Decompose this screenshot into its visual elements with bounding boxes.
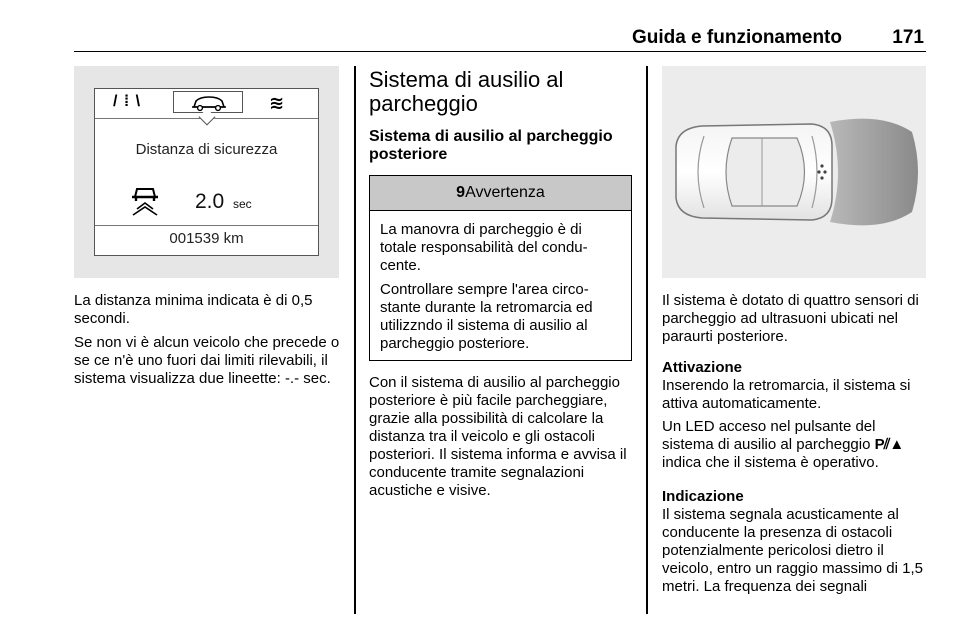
warning-header (370, 176, 631, 211)
paragraph (662, 418, 928, 472)
warning-box (369, 175, 632, 361)
warning-paragraph: Controllare sempre l'area circo-stante durante la retromarcia ed utilizzndo il sistema di ausilio al parcheggio posteriore. (380, 281, 593, 352)
parking-assist-icon: P⫽▲ (874, 436, 904, 453)
following-distance-icon (127, 185, 163, 217)
distance-unit: sec (233, 197, 252, 211)
paragraph: Inserendo la retromarcia, il sistema si attiva automaticamente. (662, 377, 911, 412)
instrument-display (94, 88, 319, 256)
column-divider (354, 66, 356, 614)
display-label: Distanza di sicurezza (135, 141, 278, 158)
section-title: Guida e funzionamento (631, 27, 842, 48)
distance-value: 2.0 (195, 190, 225, 213)
paragraph: Il sistema segnala acusticamente al conducente la presenza di ostacoli potenzialmente pericolosi dietro il veicolo, entro un raggio massimo di 1,5 metri. La frequenza dei segnali (662, 506, 923, 595)
paragraph: Con il sistema di ausilio al parcheggio posteriore è più facile parcheggiare, grazie alla possibilità di calcolare la distanza tra il veicolo e gli ostacoli posteriori. Il sistema informa e avvisa il conducente tramite segnalazioni acustiche e visive. (369, 374, 627, 499)
odometer: 001539 km (95, 225, 318, 255)
parking-sensor-figure (662, 66, 926, 278)
paragraph: La distanza minima indicata è di 0,5 secondi. (74, 292, 313, 327)
subheading-activation: Attivazione (662, 359, 743, 376)
section-heading: Sistema di ausilio al parcheggio (369, 67, 564, 116)
text-fragment: Un LED acceso nel pulsante del sistema di ausilio al parcheggio (662, 418, 876, 453)
paragraph: Se non vi è alcun veicolo che precede o se ce n'è uno fuori dai limiti rilevabili, il sistema visualizza due lineette: -.- sec. (74, 334, 340, 387)
text-fragment: indica che il sistema è operativo. (662, 454, 879, 471)
warning-paragraph: La manovra di parcheggio è di totale responsabilità del condu-cente. (380, 221, 588, 274)
subheading-indication: Indicazione (662, 488, 744, 505)
car-top-view-illustration (662, 66, 926, 278)
subsection-heading: Sistema di ausilio al parcheggio posteriore (369, 128, 613, 163)
warning-title: Avvertenza (465, 184, 545, 201)
eco-icon: ≋ (269, 93, 285, 113)
column-divider (646, 66, 648, 614)
lane-assist-icon: / ⁞ \ (113, 93, 142, 110)
display-tab-bar (95, 89, 318, 119)
page-header (74, 0, 926, 52)
paragraph: Il sistema è dotato di quattro sensori di parcheggio ad ultrasuoni ubicati nel paraurti posteriore. (662, 292, 919, 345)
page-number: 171 (892, 27, 924, 48)
dashboard-figure (74, 66, 339, 278)
warning-icon: 9 (456, 184, 466, 201)
warning-body (370, 211, 631, 353)
